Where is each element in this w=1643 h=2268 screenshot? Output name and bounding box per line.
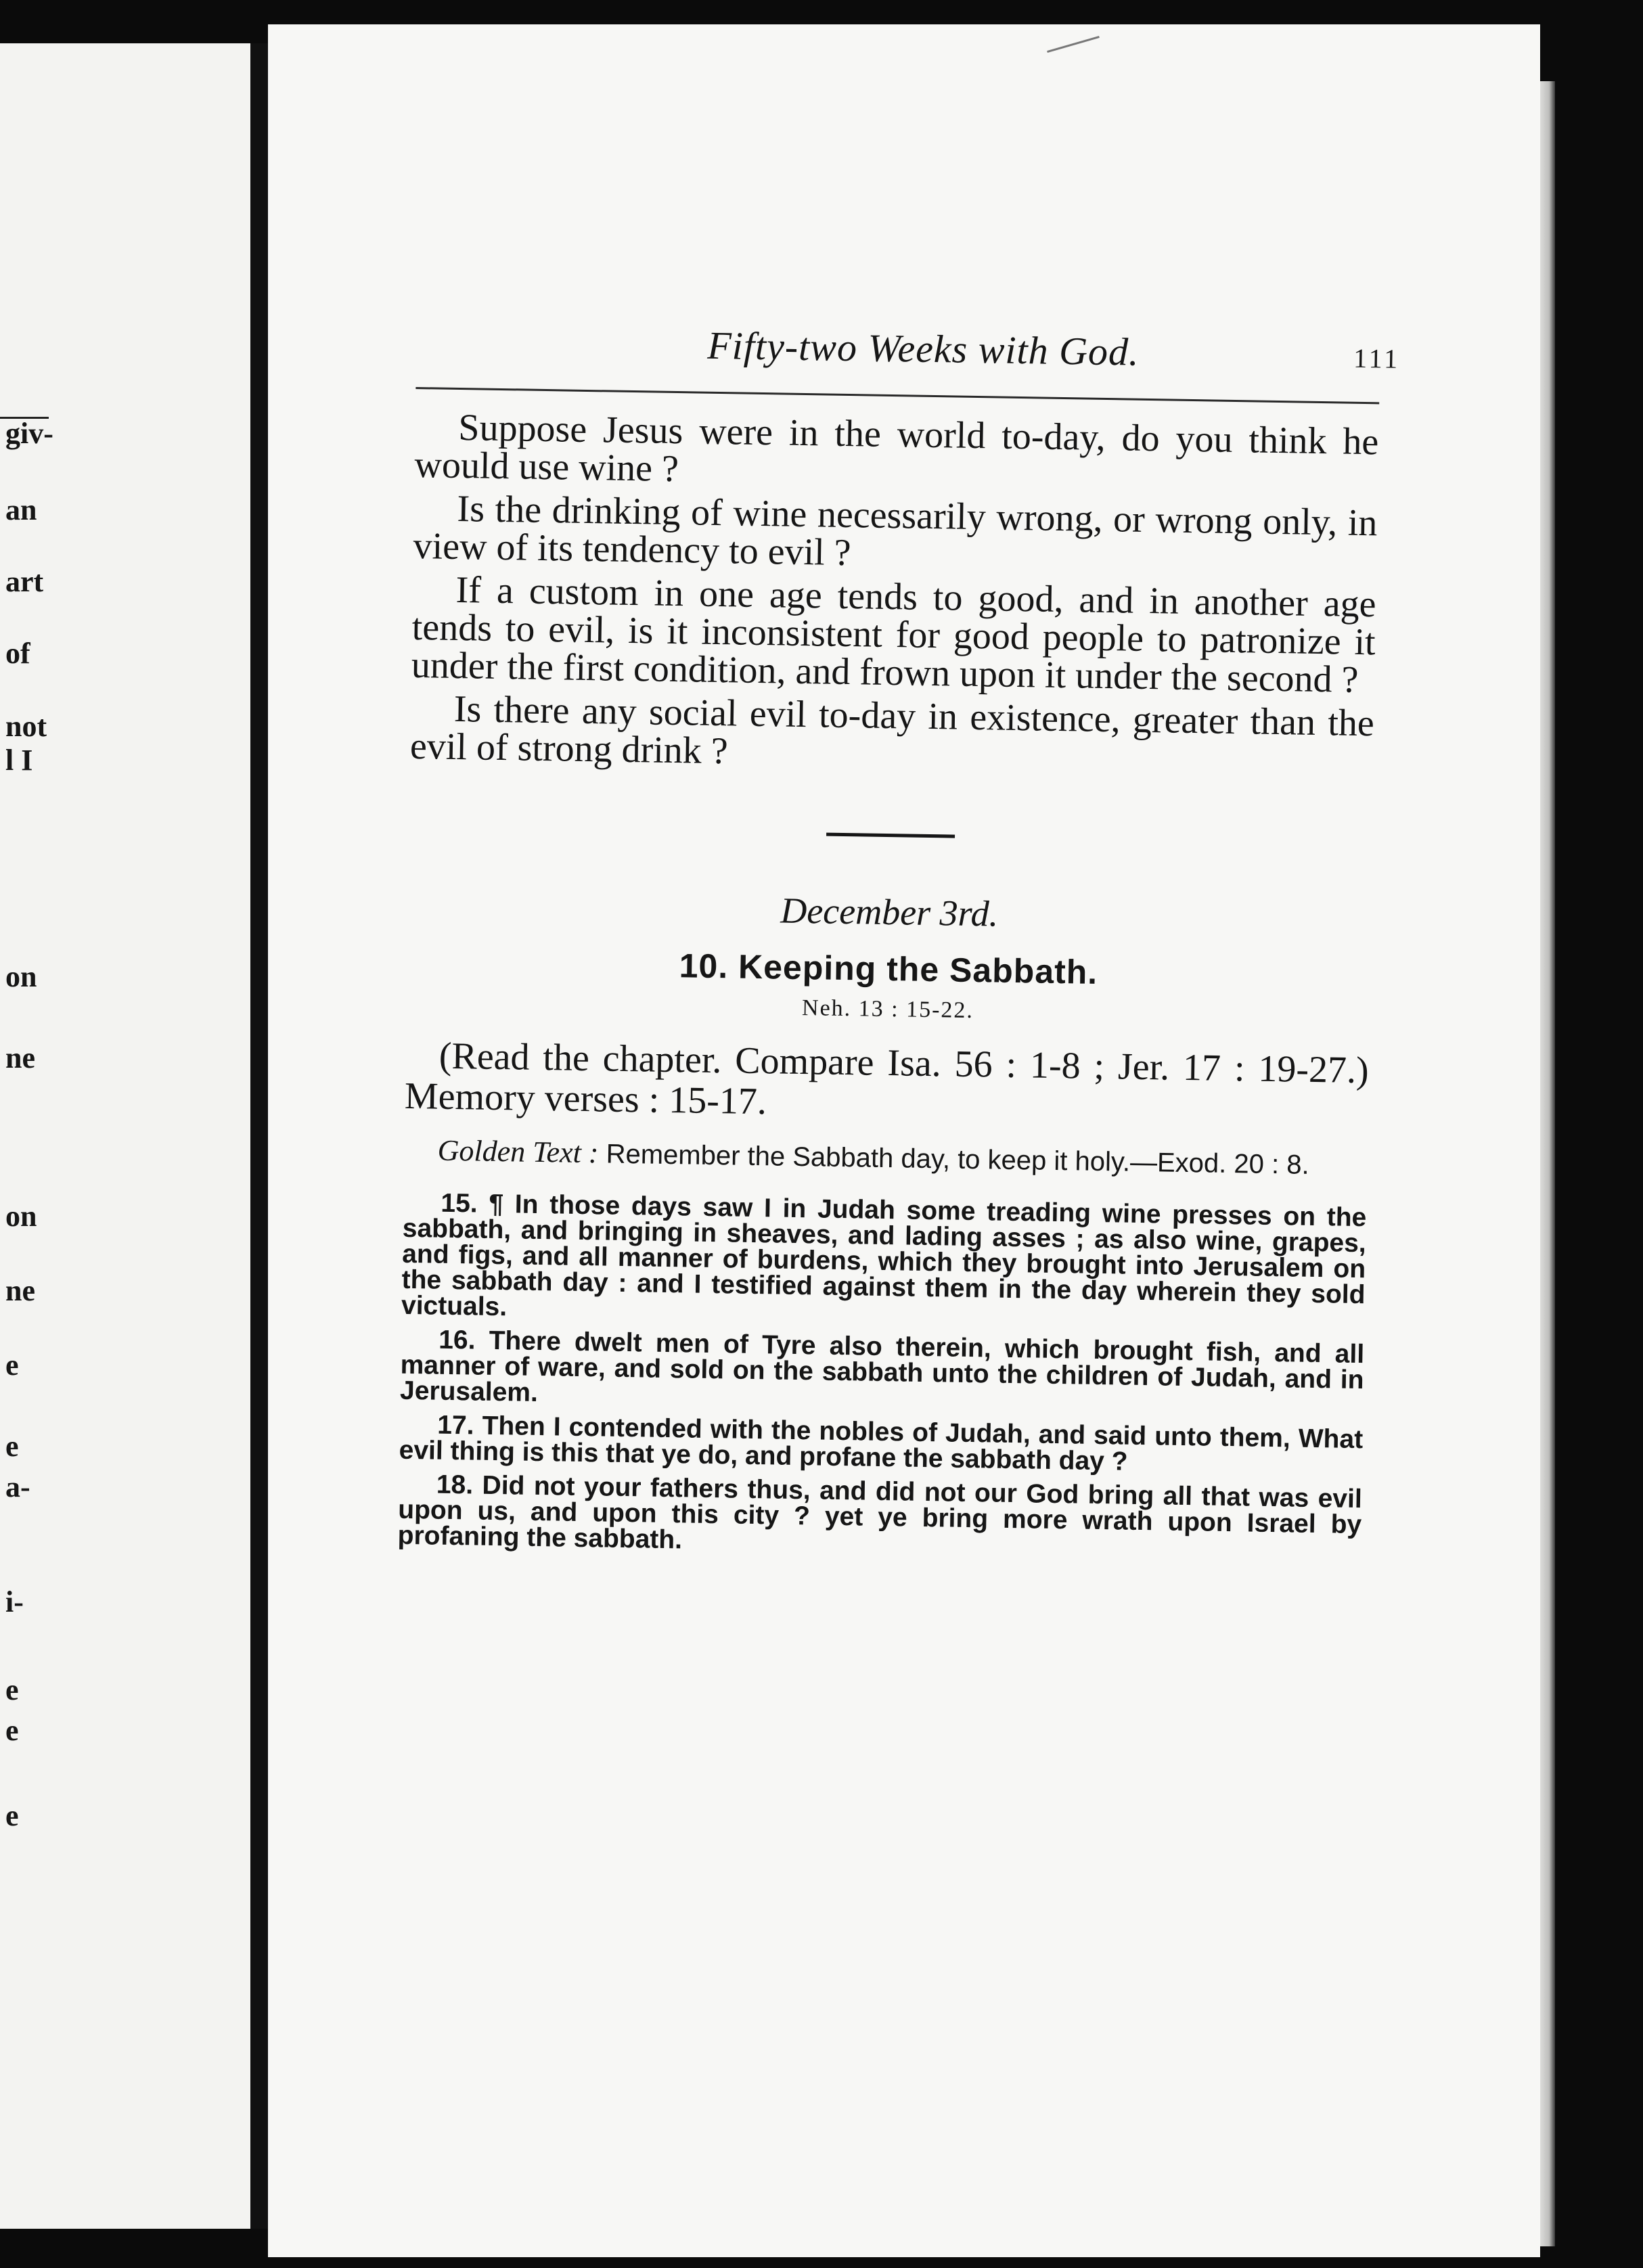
left-fragment: ne xyxy=(5,1274,35,1307)
reading-note: (Read the chapter. Compare Isa. 56 : 1-8 ; Jer. 17 : 19-27.) Memory verses : 15-17. xyxy=(404,1035,1370,1123)
scripture-reference: Neh. 13 : 15-22. xyxy=(801,995,974,1024)
stray-mark xyxy=(1047,36,1100,53)
left-fragment: not xyxy=(5,710,47,743)
left-fragment: ne xyxy=(5,1041,35,1074)
question-paragraph: If a custom in one age tends to good, and in another age tends to evil, is it inconsistent for good people to patronize it under the first condition, and frown upon it under the second ? xyxy=(411,568,1377,701)
left-fragment: art xyxy=(5,565,44,598)
left-fragment: e xyxy=(5,1673,19,1706)
golden-text-label: Golden Text : xyxy=(437,1133,599,1170)
left-fragment: l I xyxy=(5,744,33,777)
golden-text xyxy=(403,1135,1368,1181)
left-fragment: e xyxy=(5,1430,19,1463)
lesson-date: December 3rd. xyxy=(780,890,999,934)
running-title: Fifty-two Weeks with God. xyxy=(706,323,1140,374)
left-fragment: an xyxy=(5,493,37,526)
section-divider xyxy=(826,833,955,838)
verse-paragraph: 16. There dwelt men of Tyre also therein, which brought fish, and all manner of ware, and sold on the sabbath unto the children of Judah, and in Jerusalem. xyxy=(399,1325,1365,1408)
left-fragment: e xyxy=(5,1714,19,1747)
left-fragment: of xyxy=(5,637,30,670)
verse-paragraph: 18. Did not your fathers thus, and did not our God bring all that was evil upon us, and upon this city ? yet ye bring more wrath upon Israel by profaning the sabbath. xyxy=(397,1470,1363,1555)
left-fragment: on xyxy=(5,1200,37,1233)
lesson-title: 10. Keeping the Sabbath. xyxy=(679,947,1098,991)
verse-paragraph: 15. ¶ In those days saw I in Judah some treading wine presses on the sabbath, and bringing in sheaves, and lading asses ; as also wine, grapes, and figs, and all manner of burdens, which they brought into Jerusalem on the sabbath day : and I testified against them in the day wherein they sold victuals. xyxy=(401,1188,1367,1322)
left-fragment: a- xyxy=(5,1470,30,1503)
left-fragment: giv- xyxy=(5,417,53,450)
question-paragraph: Suppose Jesus were in the world to-day, do you think he would use wine ? xyxy=(414,406,1379,491)
left-fragment: e xyxy=(5,1799,19,1832)
golden-text-body: Remember the Sabbath day, to keep it holy.—Exod. 20 : 8. xyxy=(606,1139,1309,1180)
left-fragment: on xyxy=(5,960,37,993)
left-fragment: i- xyxy=(5,1585,24,1618)
question-paragraph: Is the drinking of wine necessarily wrong, or wrong only, in view of its tendency to evil ? xyxy=(413,487,1378,574)
question-paragraph: Is there any social evil to-day in existence, greater than the evil of strong drink ? xyxy=(409,687,1375,773)
page-content xyxy=(397,318,1401,1572)
left-page-edge xyxy=(0,43,250,2229)
verse-paragraph: 17. Then I contended with the nobles of Judah, and said unto them, What evil thing is this that ye do, and profane the sabbath day ? xyxy=(399,1410,1364,1476)
left-fragment: e xyxy=(5,1348,19,1382)
page-number: 111 xyxy=(1353,342,1401,374)
page-edge-shadow xyxy=(1540,81,1555,2246)
